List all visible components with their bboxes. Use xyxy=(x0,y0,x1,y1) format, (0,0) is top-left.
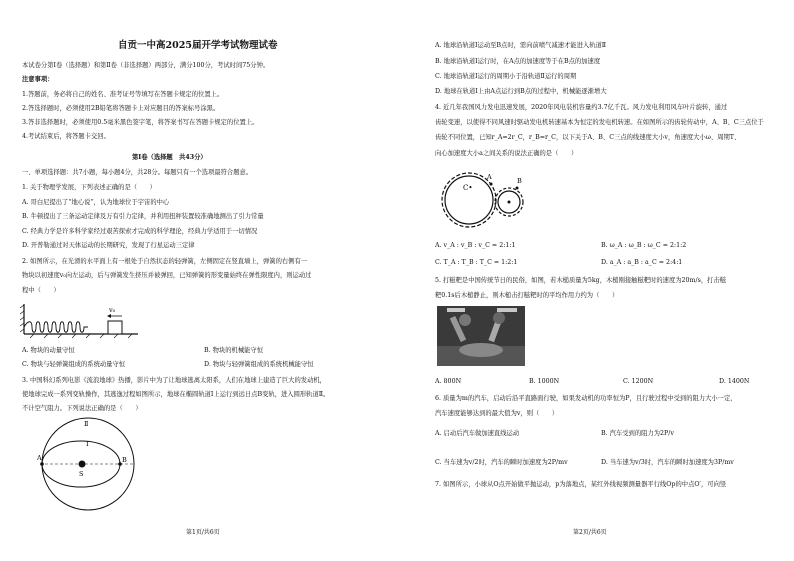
q5-stem-line-2: 粑0.1s后木槌静止，则木槌击打糍粑时的平均作用力约为（ ） xyxy=(435,292,619,299)
q4-option-b: B. ω_A : ω_B : ω_C = 2:1:2 xyxy=(601,242,687,249)
q4-stem-line-1: 4. 近几年我国风力发电迅速发展，2020年风电装机容量约3.7亿千瓦。风力发电利用风车叶片旋转，通过 xyxy=(435,104,728,111)
point-a-label: A xyxy=(37,454,42,462)
gear-figure xyxy=(435,164,535,236)
page-2-footer: 第2页/共6页 xyxy=(573,529,607,536)
v0-label: v₀ xyxy=(109,306,116,314)
q5-option-c: C. 1200N xyxy=(623,378,654,385)
q6-stem-line-2: 汽车速度能够达到的最大值为v，则（ ） xyxy=(435,410,559,417)
rice-cake-pounding-photo xyxy=(437,306,525,366)
notice-4: 4.考试结束后，将答题卡交回。 xyxy=(22,133,110,140)
q4-option-c: C. T_A : T_B : T_C = 1:2:1 xyxy=(435,259,518,266)
q3-stem-line-2: 使地球完成一系列变轨操作，其逃逸过程如图所示，地球在椭圆轨道Ⅰ上运行到远日点B变轨，进入圆形轨道Ⅱ。 xyxy=(22,391,330,398)
q3-option-a: A. 地球沿轨道Ⅰ运动至B点时，需向前喷气减速才能进入轨道Ⅱ xyxy=(435,42,607,49)
q6-option-d: D. 当车速为v/3时，汽车的瞬时加速度为3P/mv xyxy=(601,459,734,466)
q2-option-b: B. 物块的机械能守恒 xyxy=(204,347,264,354)
notice-heading: 注意事项： xyxy=(22,76,54,83)
exam-intro: 本试卷分第Ⅰ卷（选择题）和第Ⅱ卷（非选择题）两部分，满分100分，考试时间75分钟。 xyxy=(22,62,270,69)
q6-option-a: A. 启动后汽车做加速直线运动 xyxy=(435,430,520,437)
orbit-figure xyxy=(38,414,148,514)
q6-option-c: C. 当车速为v/2时，汽车的瞬时加速度为2P/mv xyxy=(435,459,568,466)
q2-stem-line-2: 物块以初速度v₀向左运动，后与弹簧发生挤压并被弹回，已知弹簧的形变量始终在弹性限度内，则运动过 xyxy=(22,272,312,279)
part-heading: 第Ⅰ卷（选择题 共43分） xyxy=(132,154,207,161)
q6-stem-line-1: 6. 质量为m的汽车，启动后沿平直路面行驶，如果发动机的功率恒为P，且行驶过程中受到的阻力大小一定， xyxy=(435,395,737,402)
q1-option-c: C. 经典力学是许多科学家经过艰苦探索才完成的科学理论，经典力学适用于一切情况 xyxy=(22,228,258,235)
q5-option-d: D. 1400N xyxy=(719,378,750,385)
q2-option-c: C. 物块与轻弹簧组成的系统动量守恒 xyxy=(22,361,126,368)
notice-3: 3.答非选择题时，必须使用0.5毫米黑色签字笔，将答案书写在答题卡规定的位置上。 xyxy=(22,119,259,126)
q5-stem-line-1: 5. 打糍粑是中国传统节日的民俗，如图，若木槌质量为5kg，木槌刚接触糍粑时的速度为20m/s，打击糍 xyxy=(435,277,727,284)
q4-option-a: A. v_A : v_B : v_C = 2:1:1 xyxy=(435,242,516,249)
q1-stem: 1. 关于物理学发展，下列表述正确的是（ ） xyxy=(22,184,156,191)
exam-title: 自贡一中高2025届开学考试物理试卷 xyxy=(118,40,278,51)
q2-option-a: A. 物块的动量守恒 xyxy=(22,347,75,354)
q3-stem-line-1: 3. 中国科幻系列电影《流浪地球》热播，影片中为了让地球逃离太阳系，人们在地球上建造了巨大的发动机， xyxy=(22,377,326,384)
q7-stem: 7. 如图所示，小球从O点开始做平抛运动，p为落地点，某红外线视频测量器平行线Op的中点O′，可向竖 xyxy=(435,481,727,488)
q5-option-a: A. 800N xyxy=(435,378,462,385)
point-s-label: S xyxy=(79,470,84,478)
notice-1: 1.答题前，务必将自己的姓名、准考证号等填写在答题卡规定的位置上。 xyxy=(22,91,224,98)
q4-stem-line-2: 齿轮变速，以使得不同风速时驱动发电机转速基本为恒定的发电机转速。在如图所示的齿轮传动中，A、B、C三点位于 xyxy=(435,119,764,126)
orbit-ii-label: Ⅱ xyxy=(84,420,89,428)
point-a-gear-label: A xyxy=(487,173,492,181)
notice-2: 2.答选择题时，必须使用2B铅笔将答题卡上对应题目的答案标号涂黑。 xyxy=(22,105,220,112)
q1-option-d: D. 开普勒通过对天体运动的长期研究，发现了行星运动三定律 xyxy=(22,242,195,249)
q6-option-b: B. 汽车受到的阻力为2P/v xyxy=(601,430,674,437)
q4-stem-line-3: 齿轮不同位置，已知r_A=2r_C，r_B=r_C，以下关于A、B、C三点的线速度大小v，角速度大小ω、周期T、 xyxy=(435,134,741,141)
q2-option-d: D. 物块与轻弹簧组成的系统机械能守恒 xyxy=(204,361,314,368)
point-c-label: C• xyxy=(463,184,473,192)
point-b-gear-label: B xyxy=(517,177,522,185)
q3-option-c: C. 地球沿轨道Ⅰ运行的周期小于沿轨道Ⅱ运行的周期 xyxy=(435,73,577,80)
q3-stem-line-3: 不计空气阻力。下列说法正确的是（ ） xyxy=(22,405,142,412)
section-one-heading: 一、单项选择题：共7小题，每小题4分，共28分。每题只有一个选项最符合题意。 xyxy=(22,169,253,176)
right-page xyxy=(397,0,794,561)
photo-content xyxy=(437,306,525,366)
q3-option-b: B. 地球沿轨道Ⅰ运行时，在A点的加速度等于在B点的加速度 xyxy=(435,58,601,65)
q4-option-d: D. a_A : a_B : a_C = 2:4:1 xyxy=(601,259,683,266)
point-b-label: B xyxy=(122,456,127,464)
orbit-i-label: Ⅰ xyxy=(86,440,89,448)
q2-stem-line-1: 2. 如图所示，在光滑的水平面上有一根处于自然状态的轻弹簧，左侧固定在竖直墙上，弹簧的右侧有一 xyxy=(22,258,308,265)
q2-stem-line-3: 程中（ ） xyxy=(22,287,60,294)
q4-stem-line-4: 向心加速度大小a之间关系的说法正确的是（ ） xyxy=(435,150,578,157)
q1-option-b: B. 牛顿提出了三条运动定律及万有引力定律，并利用扭秤装置较准确地测出了引力常量 xyxy=(22,213,264,220)
q5-option-b: B. 1000N xyxy=(529,378,560,385)
q1-option-a: A. 哥白尼提出了“地心说”，认为地球位于宇宙的中心 xyxy=(22,199,170,206)
q3-option-d: D. 地球在轨道Ⅰ上由A点运行到B点的过程中，机械能逐渐增大 xyxy=(435,88,607,95)
spring-block-figure xyxy=(20,300,140,340)
page-1-footer: 第1页/共6页 xyxy=(186,529,220,536)
